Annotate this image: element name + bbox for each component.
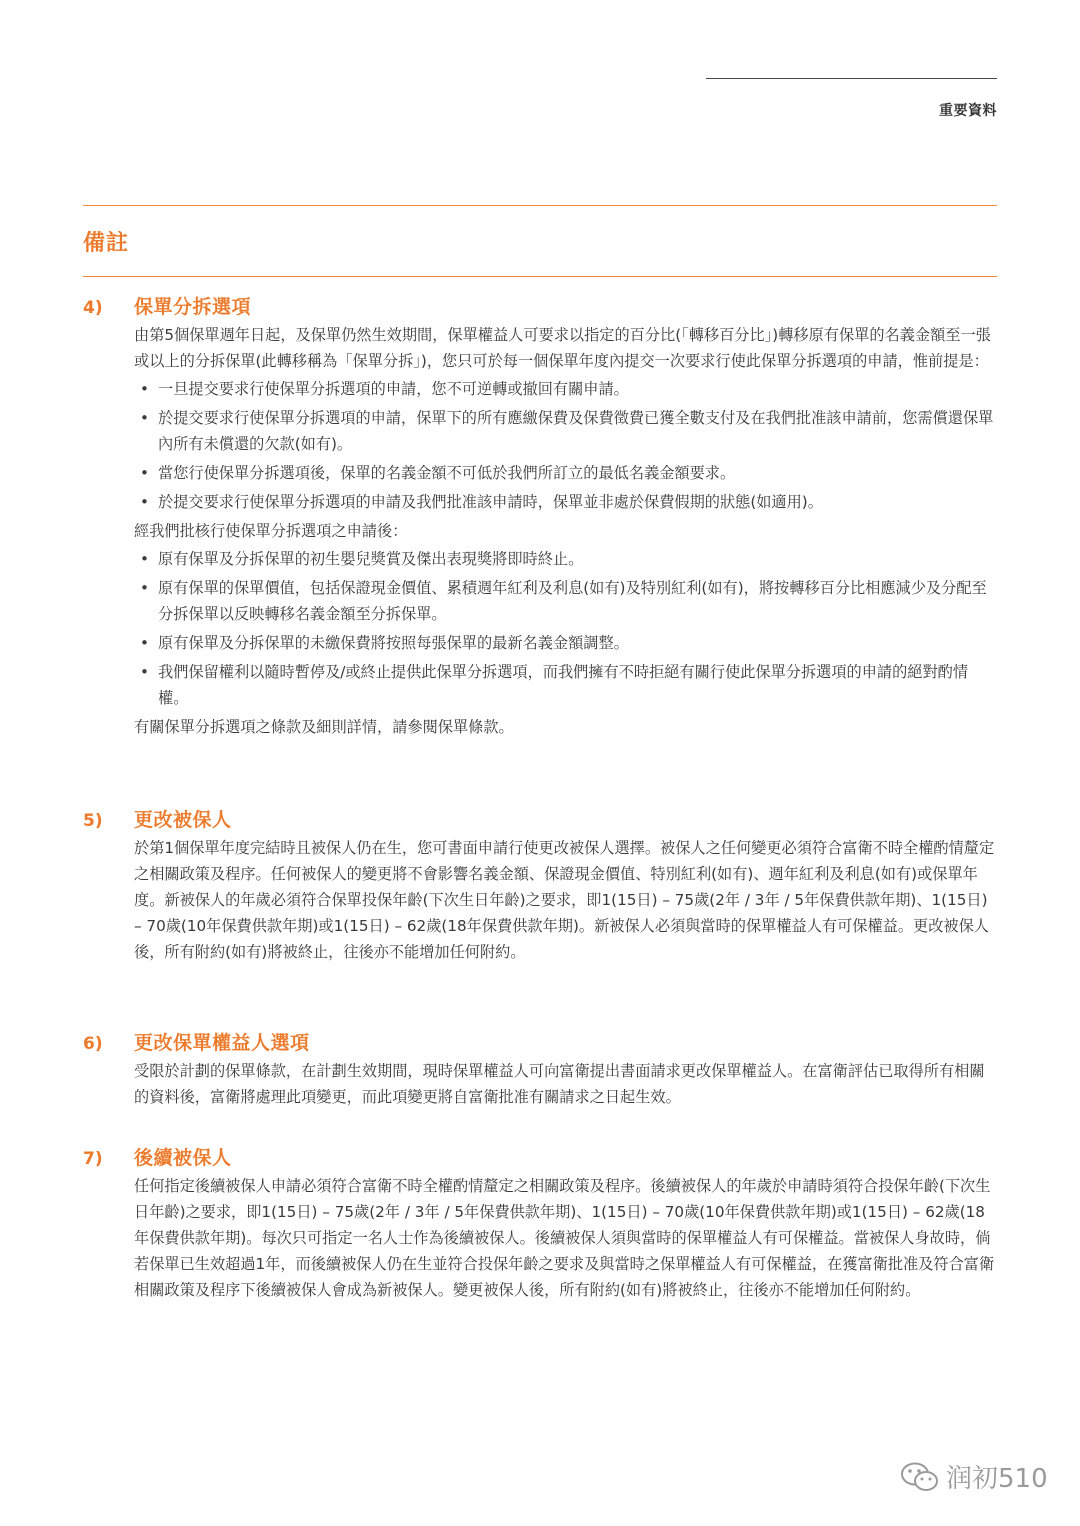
watermark-text: 润初510 [946,1464,1048,1494]
section-6 [83,1028,997,1110]
list-item: • 原有保單及分拆保單的初生嬰兒獎賞及傑出表現獎將即時終止。 [134,546,997,572]
section-number: 7) [83,1149,103,1169]
bullet-list [134,546,997,711]
section-text: 任何指定後續被保人申請必須符合富衛不時全權酌情釐定之相關政策及程序。後續被保人的年歲於申請時須符合投保年齡(下次生日年齡)之要求，即1(15日) – 75歲(2年 / 3年 / 5年保費供款年期)、1(15日) – 70歲(10年保費供款年期)或1(15日) – 62歲(18年保費供款年期)。每次只可指定一名人士作為後續被保人。後續被保人須與當時的保單權益人有可保權益。當被保人身故時，倘若保單已生效超過1年，而後續被保人仍在生並符合投保年齡之要求及與當時之保單權益人有可保權益，在獲富衛批准及符合富衛相關政策及程序下後續被保人會成為新被保人。變更被保人後，所有附約(如有)將被終止，往後亦不能增加任何附約。 [134,1177,995,1299]
section-5 [83,805,997,965]
list-item: • 一旦提交要求行使保單分拆選項的申請，您不可逆轉或撤回有關申請。 [134,376,997,402]
page-title: 備註 [83,231,130,256]
section-text: 受限於計劃的保單條款，在計劃生效期間，現時保單權益人可向富衛提出書面請求更改保單權益人。在富衛評估已取得所有相關的資料後，富衛將處理此項變更，而此項變更將自富衛批准有關請求之日起生效。 [134,1062,985,1106]
section-mid: 經我們批核行使保單分拆選項之申請後： [134,522,408,540]
section-rule-top [83,205,997,206]
section-number: 4) [83,298,103,318]
section-rule-bottom [83,276,997,277]
header-rule [706,78,997,79]
section-4 [83,292,997,740]
list-item: • 我們保留權利以隨時暫停及/或終止提供此保單分拆選項，而我們擁有不時拒絕有關行使此保單分拆選項的申請的絕對酌情權。 [134,659,997,711]
list-item: • 當您行使保單分拆選項後，保單的名義金額不可低於我們所訂立的最低名義金額要求。 [134,460,997,486]
section-number: 6) [83,1034,103,1054]
section-heading: 保單分拆選項 [134,296,252,318]
list-item: • 於提交要求行使保單分拆選項的申請及我們批准該申請時，保單並非處於保費假期的狀態(如適用)。 [134,489,997,515]
section-heading: 更改保單權益人選項 [134,1032,310,1054]
section-7 [83,1143,997,1303]
section-heading: 更改被保人 [134,809,232,831]
section-heading: 後續被保人 [134,1147,232,1169]
watermark [900,1458,1048,1495]
section-intro: 由第5個保單週年日起，及保單仍然生效期間，保單權益人可要求以指定的百分比(「轉移百分比」)轉移原有保單的名義金額至一張或以上的分拆保單(此轉移稱為「保單分拆」)，您只可於每一個保單年度內提交一次要求行使此保單分拆選項的申請，惟前提是： [134,326,991,370]
list-item: • 原有保單的保單價值，包括保證現金價值、累積週年紅利及利息(如有)及特別紅利(如有)，將按轉移百分比相應減少及分配至分拆保單以反映轉移名義金額至分拆保單。 [134,575,997,627]
section-outro: 有關保單分拆選項之條款及細則詳情，請參閱保單條款。 [134,718,514,736]
section-text: 於第1個保單年度完結時且被保人仍在生，您可書面申請行使更改被保人選擇。被保人之任何變更必須符合富衛不時全權酌情釐定之相關政策及程序。任何被保人的變更將不會影響名義金額、保證現金價值、特別紅利(如有)、週年紅利及利息(如有)或保單年度。新被保人的年歲必須符合保單投保年齡(下次生日年齡)之要求，即1(15日) – 75歲(2年 / 3年 / 5年保費供款年期)、1(15日) – 70歲(10年保費供款年期)或1(15日) – 62歲(18年保費供款年期)。新被保人必須與當時的保單權益人有可保權益。更改被保人後，所有附約(如有)將被終止，往後亦不能增加任何附約。 [134,839,995,961]
list-item: • 原有保單及分拆保單的未繳保費將按照每張保單的最新名義金額調整。 [134,630,997,656]
section-number: 5) [83,811,103,831]
wechat-icon [900,1460,940,1494]
list-item: • 於提交要求行使保單分拆選項的申請，保單下的所有應繳保費及保費徵費已獲全數支付及在我們批准該申請前，您需償還保單內所有未償還的欠款(如有)。 [134,405,997,457]
bullet-list [134,376,997,515]
header-label: 重要資料 [939,103,997,119]
